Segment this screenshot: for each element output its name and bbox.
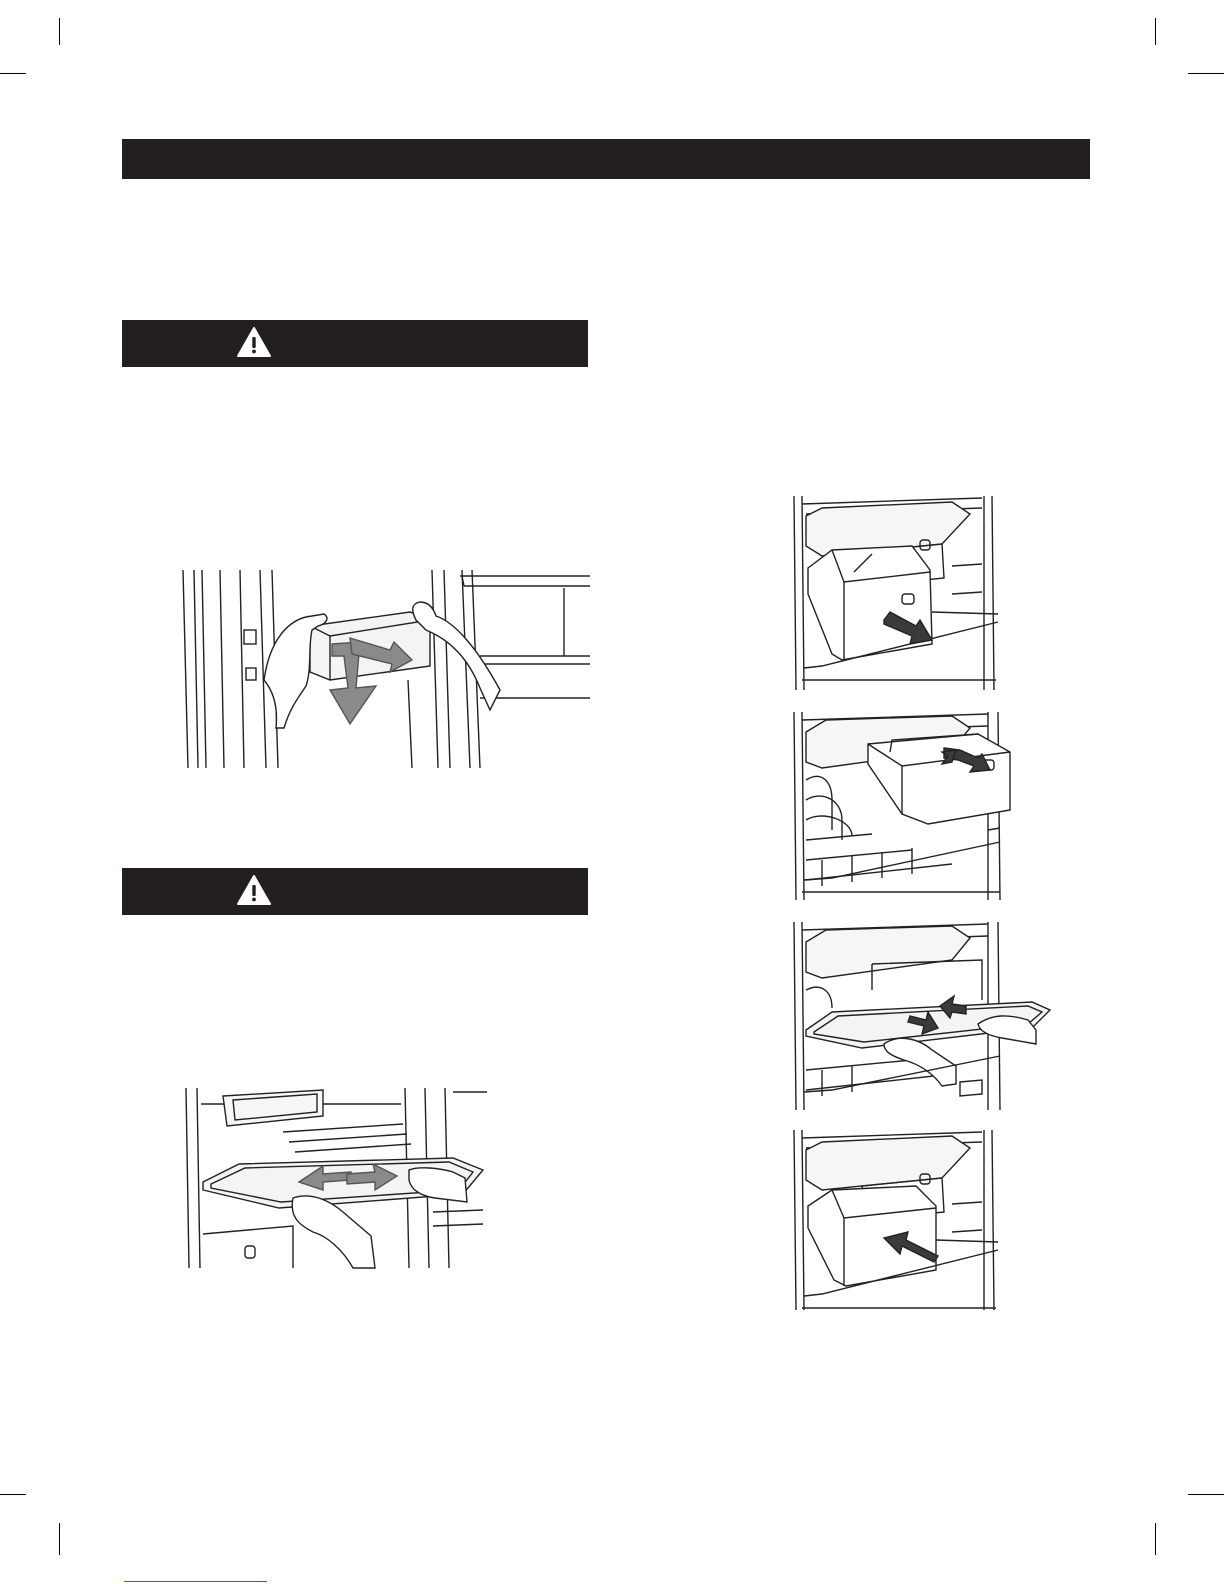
illustration-slide-shelf (183, 1086, 488, 1270)
crop-mark-bl-h (0, 1494, 26, 1495)
crop-mark-tl-v (59, 18, 60, 45)
crop-mark-tl-h (0, 73, 26, 74)
crop-mark-tr-v (1155, 18, 1156, 45)
caution-bar-1 (122, 320, 588, 367)
section-header-bar (122, 139, 1090, 179)
caution-bar-2 (122, 868, 588, 915)
illustration-drawer-step-1 (792, 494, 1000, 692)
crop-mark-br-h (1188, 1494, 1224, 1495)
illustration-drawer-step-2 (792, 710, 1012, 902)
illustration-drawer-step-3 (792, 920, 1052, 1112)
crop-mark-br-v (1155, 1523, 1156, 1555)
crop-mark-bl-v (59, 1523, 60, 1555)
footer-link-underline[interactable] (124, 1581, 267, 1583)
warning-triangle-icon (236, 326, 272, 358)
crop-mark-tr-h (1188, 73, 1224, 74)
warning-triangle-icon (236, 874, 272, 906)
illustration-drawer-step-4 (792, 1128, 1000, 1312)
illustration-remove-pan-cover (180, 568, 592, 770)
